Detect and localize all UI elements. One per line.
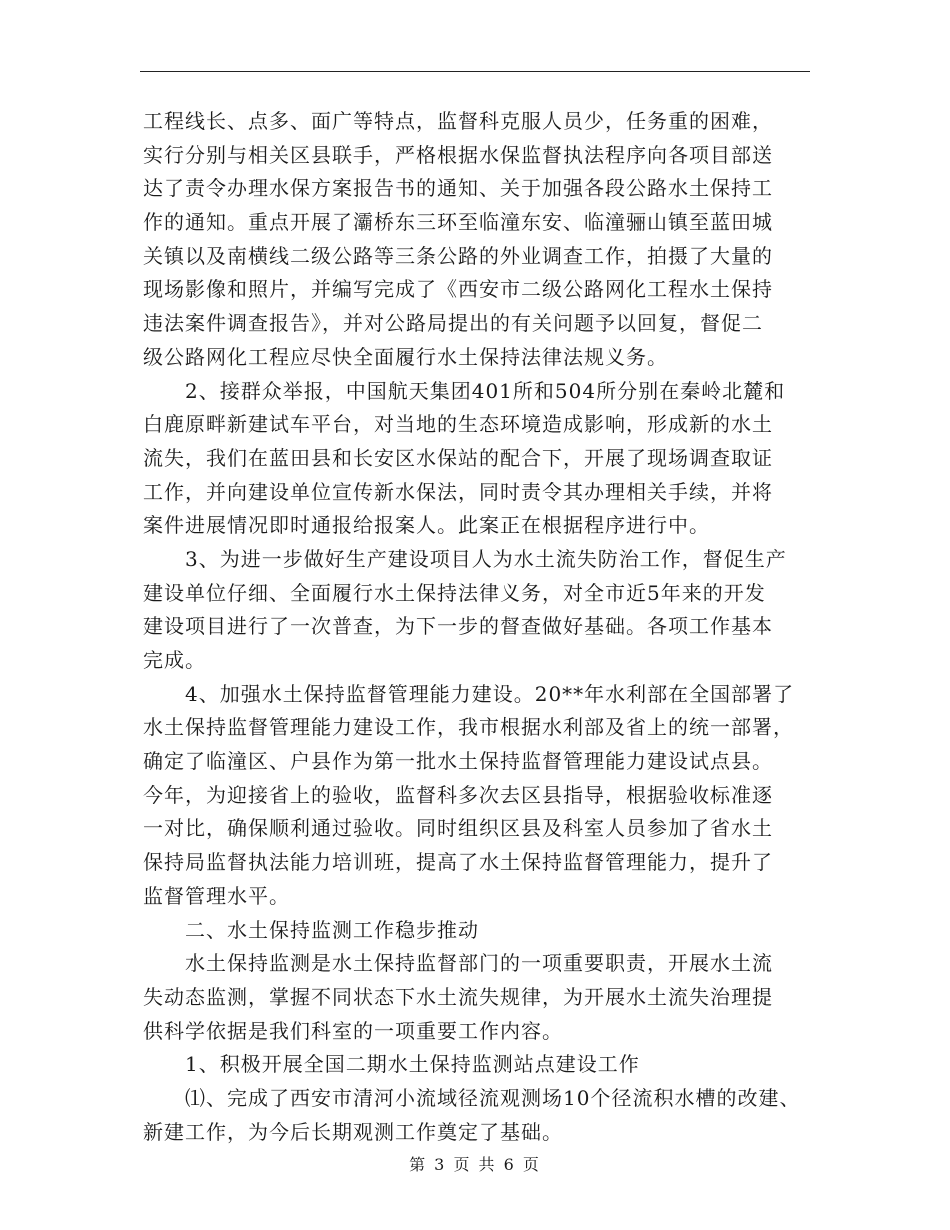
text-line: 作的通知。重点开展了灞桥东三环至临潼东安、临潼骊山镇至蓝田城 xyxy=(143,210,773,235)
text-line: 工程线长、点多、面广等特点，监督科克服人员少，任务重的困难， xyxy=(143,109,773,133)
text-line: 关镇以及南横线二级公路等三条公路的外业调查工作，拍摄了大量的 xyxy=(143,243,773,268)
text-line: 失动态监测，掌握不同状态下水土流失规律，为开展水土流失治理提 xyxy=(143,984,773,1009)
text-line: 白鹿原畔新建试车平台，对当地的生态环境造成影响，形成新的水土 xyxy=(143,412,773,437)
page-footer: 第 3 页 共 6 页 xyxy=(409,1155,541,1174)
text-line: ⑴、完成了西安市清河小流域径流观测场10个径流积水槽的改建、 xyxy=(143,1085,801,1110)
text-line: 达了责令办理水保方案报告书的通知、关于加强各段公路水土保持工 xyxy=(143,176,773,201)
body-text xyxy=(143,105,823,1149)
text-line: 工作，并向建设单位宣传新水保法，同时责令其办理相关手续，并将 xyxy=(143,479,773,504)
text-line: 实行分别与相关区县联手，严格根据水保监督执法程序向各项目部送 xyxy=(143,142,773,167)
text-line: 级公路网化工程应尽快全面履行水土保持法律法规义务。 xyxy=(143,344,668,369)
text-line: 现场影像和照片，并编写完成了《西安市二级公路网化工程水土保持 xyxy=(143,277,773,302)
text-line: 确定了临潼区、户县作为第一批水土保持监督管理能力建设试点县。 xyxy=(143,749,773,774)
text-line: 今年，为迎接省上的验收，监督科多次去区县指导，根据验收标准逐 xyxy=(143,782,773,807)
text-line: 4、加强水土保持监督管理能力建设。20**年水利部在全国部署了 xyxy=(143,681,795,706)
text-line: 监督管理水平。 xyxy=(143,883,290,908)
text-line: 二、水土保持监测工作稳步推动 xyxy=(143,917,479,942)
text-line: 1、积极开展全国二期水土保持监测站点建设工作 xyxy=(143,1052,640,1077)
text-line: 水土保持监测是水土保持监督部门的一项重要职责，开展水土流 xyxy=(143,951,773,976)
text-line: 一对比，确保顺利通过验收。同时组织区县及科室人员参加了省水土 xyxy=(143,816,773,841)
text-line: 水土保持监督管理能力建设工作，我市根据水利部及省上的统一部署， xyxy=(143,715,794,740)
text-line: 流失，我们在蓝田县和长安区水保站的配合下，开展了现场调查取证 xyxy=(143,445,773,470)
text-line: 保持局监督执法能力培训班，提高了水土保持监督管理能力，提升了 xyxy=(143,850,773,875)
text-line: 供科学依据是我们科室的一项重要工作内容。 xyxy=(143,1018,563,1043)
text-line: 3、为进一步做好生产建设项目人为水土流失防治工作，督促生产 xyxy=(143,546,787,571)
text-line: 建设项目进行了一次普查，为下一步的督查做好基础。各项工作基本 xyxy=(143,614,773,639)
text-line: 案件进展情况即时通报给报案人。此案正在根据程序进行中。 xyxy=(143,513,710,538)
header-rule xyxy=(140,71,810,72)
text-line: 新建工作，为今后长期观测工作奠定了基础。 xyxy=(143,1119,563,1144)
text-line: 2、接群众举报，中国航天集团401所和504所分别在秦岭北麓和 xyxy=(143,378,786,403)
text-line: 违法案件调查报告》，并对公路局提出的有关问题予以回复，督促二 xyxy=(143,311,763,336)
text-line: 完成。 xyxy=(143,648,206,672)
text-line: 建设单位仔细、全面履行水土保持法律义务，对全市近5年来的开发 xyxy=(143,580,766,605)
